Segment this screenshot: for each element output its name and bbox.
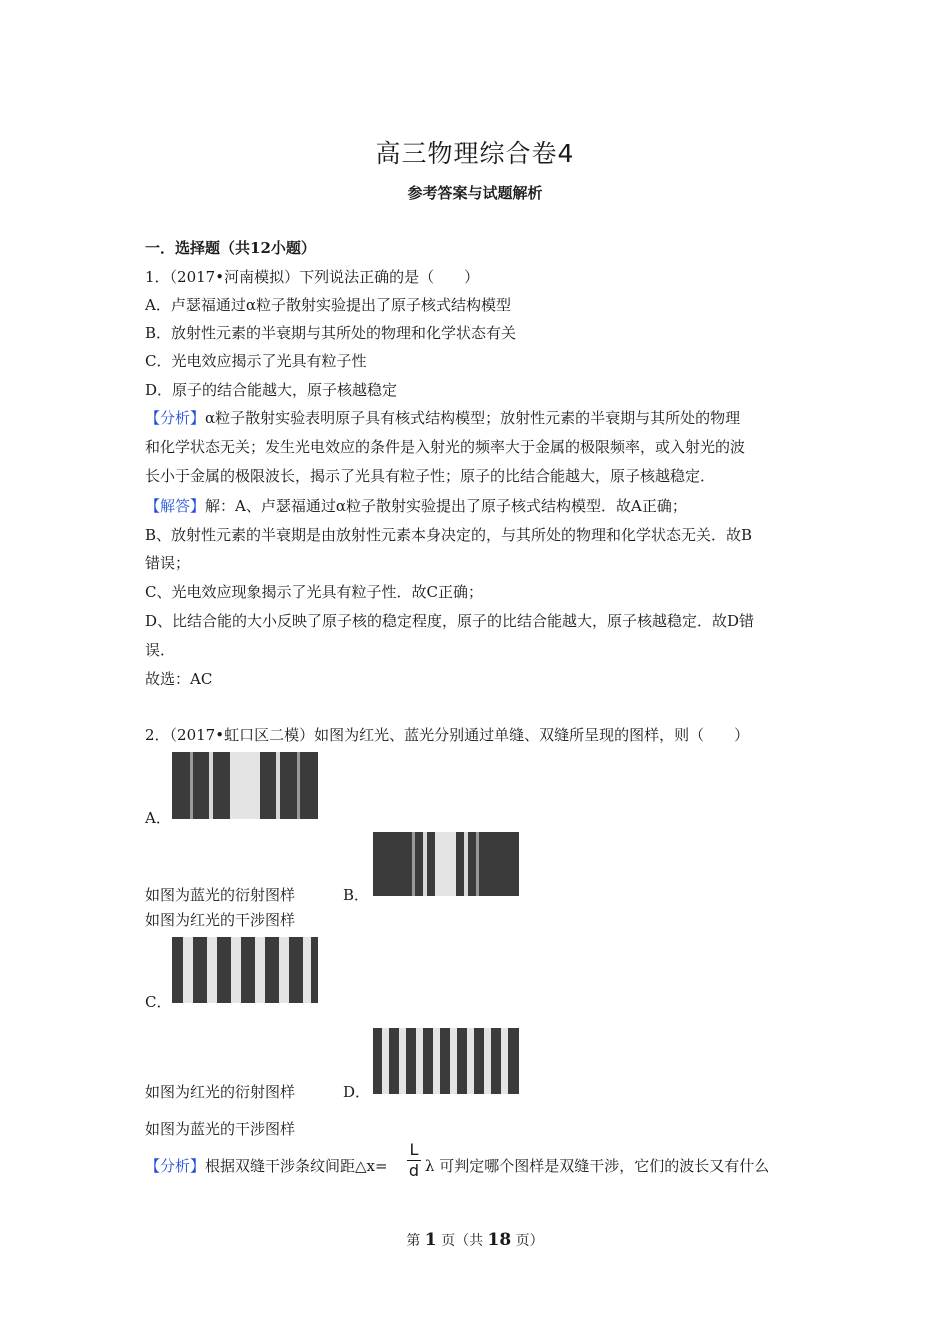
pattern-a-fringe — [276, 752, 280, 819]
page-subtitle: 参考答案与试题解析 — [407, 184, 543, 202]
q1-answer-line-6: 误． — [145, 641, 176, 659]
pattern-b-fringe — [464, 832, 468, 896]
pattern-b-fringe — [476, 832, 479, 896]
q2-caption-d: 如图为蓝光的干涉图样 — [145, 1120, 296, 1138]
q2-stem: 2．（2017•虹口区二模）如图为红光、蓝光分别通过单缝、双缝所呈现的图样，则（ ） — [145, 726, 750, 744]
q1-option-d: D．原子的结合能越大，原子核越稳定 — [145, 381, 398, 399]
q2-analysis-pre: 根据双缝干涉条纹间距△x= — [205, 1157, 388, 1175]
pattern-d-dark-fringe — [491, 1028, 501, 1094]
pattern-d-dark-fringe — [423, 1028, 433, 1094]
footer-total-pages: 18 — [487, 1230, 512, 1250]
q1-answer-tag: 【解答】 — [145, 497, 206, 515]
q1-answer-text-1: 解：A、卢瑟福通过α粒子散射实验提出了原子核式结构模型．故A正确； — [205, 497, 687, 515]
q2-label-d: D． — [343, 1083, 371, 1101]
q2-label-a: A． — [145, 809, 171, 827]
q1-answer-line-5: D、比结合能的大小反映了原子核的稳定程度，原子的比结合能越大，原子核越稳定．故D错 — [145, 612, 755, 630]
q1-answer-line-4: C、光电效应现象揭示了光具有粒子性．故C正确； — [145, 583, 483, 601]
q1-option-c: C．光电效应揭示了光具有粒子性 — [145, 352, 367, 370]
q1-analysis-line-1 — [145, 408, 740, 428]
pattern-d-dark-fringe — [389, 1028, 399, 1094]
q2-pattern-c — [172, 937, 318, 1003]
pattern-c-dark-fringe — [265, 937, 279, 1003]
pattern-d-dark-fringe — [508, 1028, 519, 1094]
pattern-d-dark-fringe — [440, 1028, 450, 1094]
q1-analysis-line-3: 长小于金属的极限波长，揭示了光具有粒子性；原子的比结合能越大，原子核越稳定． — [145, 467, 716, 485]
pattern-c-dark-fringe — [311, 937, 318, 1003]
q2-pattern-d — [373, 1028, 519, 1094]
pattern-c-dark-fringe — [172, 937, 183, 1003]
q1-answer-line-2: B、放射性元素的半衰期是由放射性元素本身决定的，与其所处的物理和化学状态无关．故B — [145, 526, 753, 544]
footer-page-number: 1 — [424, 1230, 437, 1250]
pattern-d-dark-fringe — [373, 1028, 382, 1094]
q1-stem: 1．（2017•河南模拟）下列说法正确的是（ ） — [145, 268, 480, 286]
pattern-a-fringe — [209, 752, 213, 819]
q1-option-a: A．卢瑟福通过α粒子散射实验提出了原子核式结构模型 — [145, 296, 511, 314]
page-title: 高三物理综合卷4 — [375, 139, 575, 168]
q1-analysis-text-1: α粒子散射实验表明原子具有核式结构模型；放射性元素的半衰期与其所处的物理 — [205, 409, 741, 427]
q2-label-c: C． — [145, 993, 172, 1011]
q2-analysis-post: λ 可判定哪个图样是双缝干涉，它们的波长又有什么 — [425, 1157, 770, 1175]
pattern-d-dark-fringe — [406, 1028, 416, 1094]
footer-post: 页） — [515, 1233, 544, 1249]
pattern-b-central-fringe — [435, 832, 456, 896]
page-footer — [0, 1230, 950, 1250]
pattern-d-dark-fringe — [474, 1028, 484, 1094]
footer-mid: 页（共 — [441, 1233, 484, 1249]
pattern-a-fringe — [297, 752, 300, 819]
q1-answer-line-3: 错误； — [145, 554, 191, 572]
footer-pre: 第 — [406, 1233, 421, 1249]
pattern-b-fringe — [423, 832, 427, 896]
pattern-b-fringe — [412, 832, 415, 896]
pattern-a-fringe — [190, 752, 193, 819]
q2-caption-b: 如图为红光的干涉图样 — [145, 911, 296, 929]
pattern-c-dark-fringe — [241, 937, 255, 1003]
q1-analysis-line-2: 和化学状态无关；发生光电效应的条件是入射光的频率大于金属的极限频率，或入射光的波 — [145, 438, 746, 456]
pattern-c-dark-fringe — [217, 937, 231, 1003]
q2-pattern-a — [172, 752, 318, 819]
formula-numerator: L — [409, 1140, 419, 1159]
q2-caption-c: 如图为红光的衍射图样 — [145, 1083, 296, 1101]
pattern-c-dark-fringe — [289, 937, 303, 1003]
q2-caption-a: 如图为蓝光的衍射图样 — [145, 886, 296, 904]
q2-label-b: B． — [343, 886, 370, 904]
q2-analysis-tag: 【分析】 — [145, 1157, 206, 1175]
pattern-a-central-fringe — [230, 752, 260, 819]
q1-analysis-tag: 【分析】 — [145, 409, 206, 427]
q1-option-b: B．放射性元素的半衰期与其所处的物理和化学状态有关 — [145, 324, 517, 342]
spacing-formula-fraction — [407, 1141, 421, 1180]
pattern-c-dark-fringe — [193, 937, 207, 1003]
q1-answer-line-1 — [145, 496, 687, 516]
formula-denominator: d — [408, 1161, 420, 1180]
pattern-d-dark-fringe — [457, 1028, 467, 1094]
q2-analysis-line-1 — [145, 1156, 388, 1176]
section-heading: 一．选择题（共12小题） — [145, 239, 316, 257]
q1-answer-line-7: 故选：AC — [145, 670, 213, 688]
q2-pattern-b — [373, 832, 519, 896]
